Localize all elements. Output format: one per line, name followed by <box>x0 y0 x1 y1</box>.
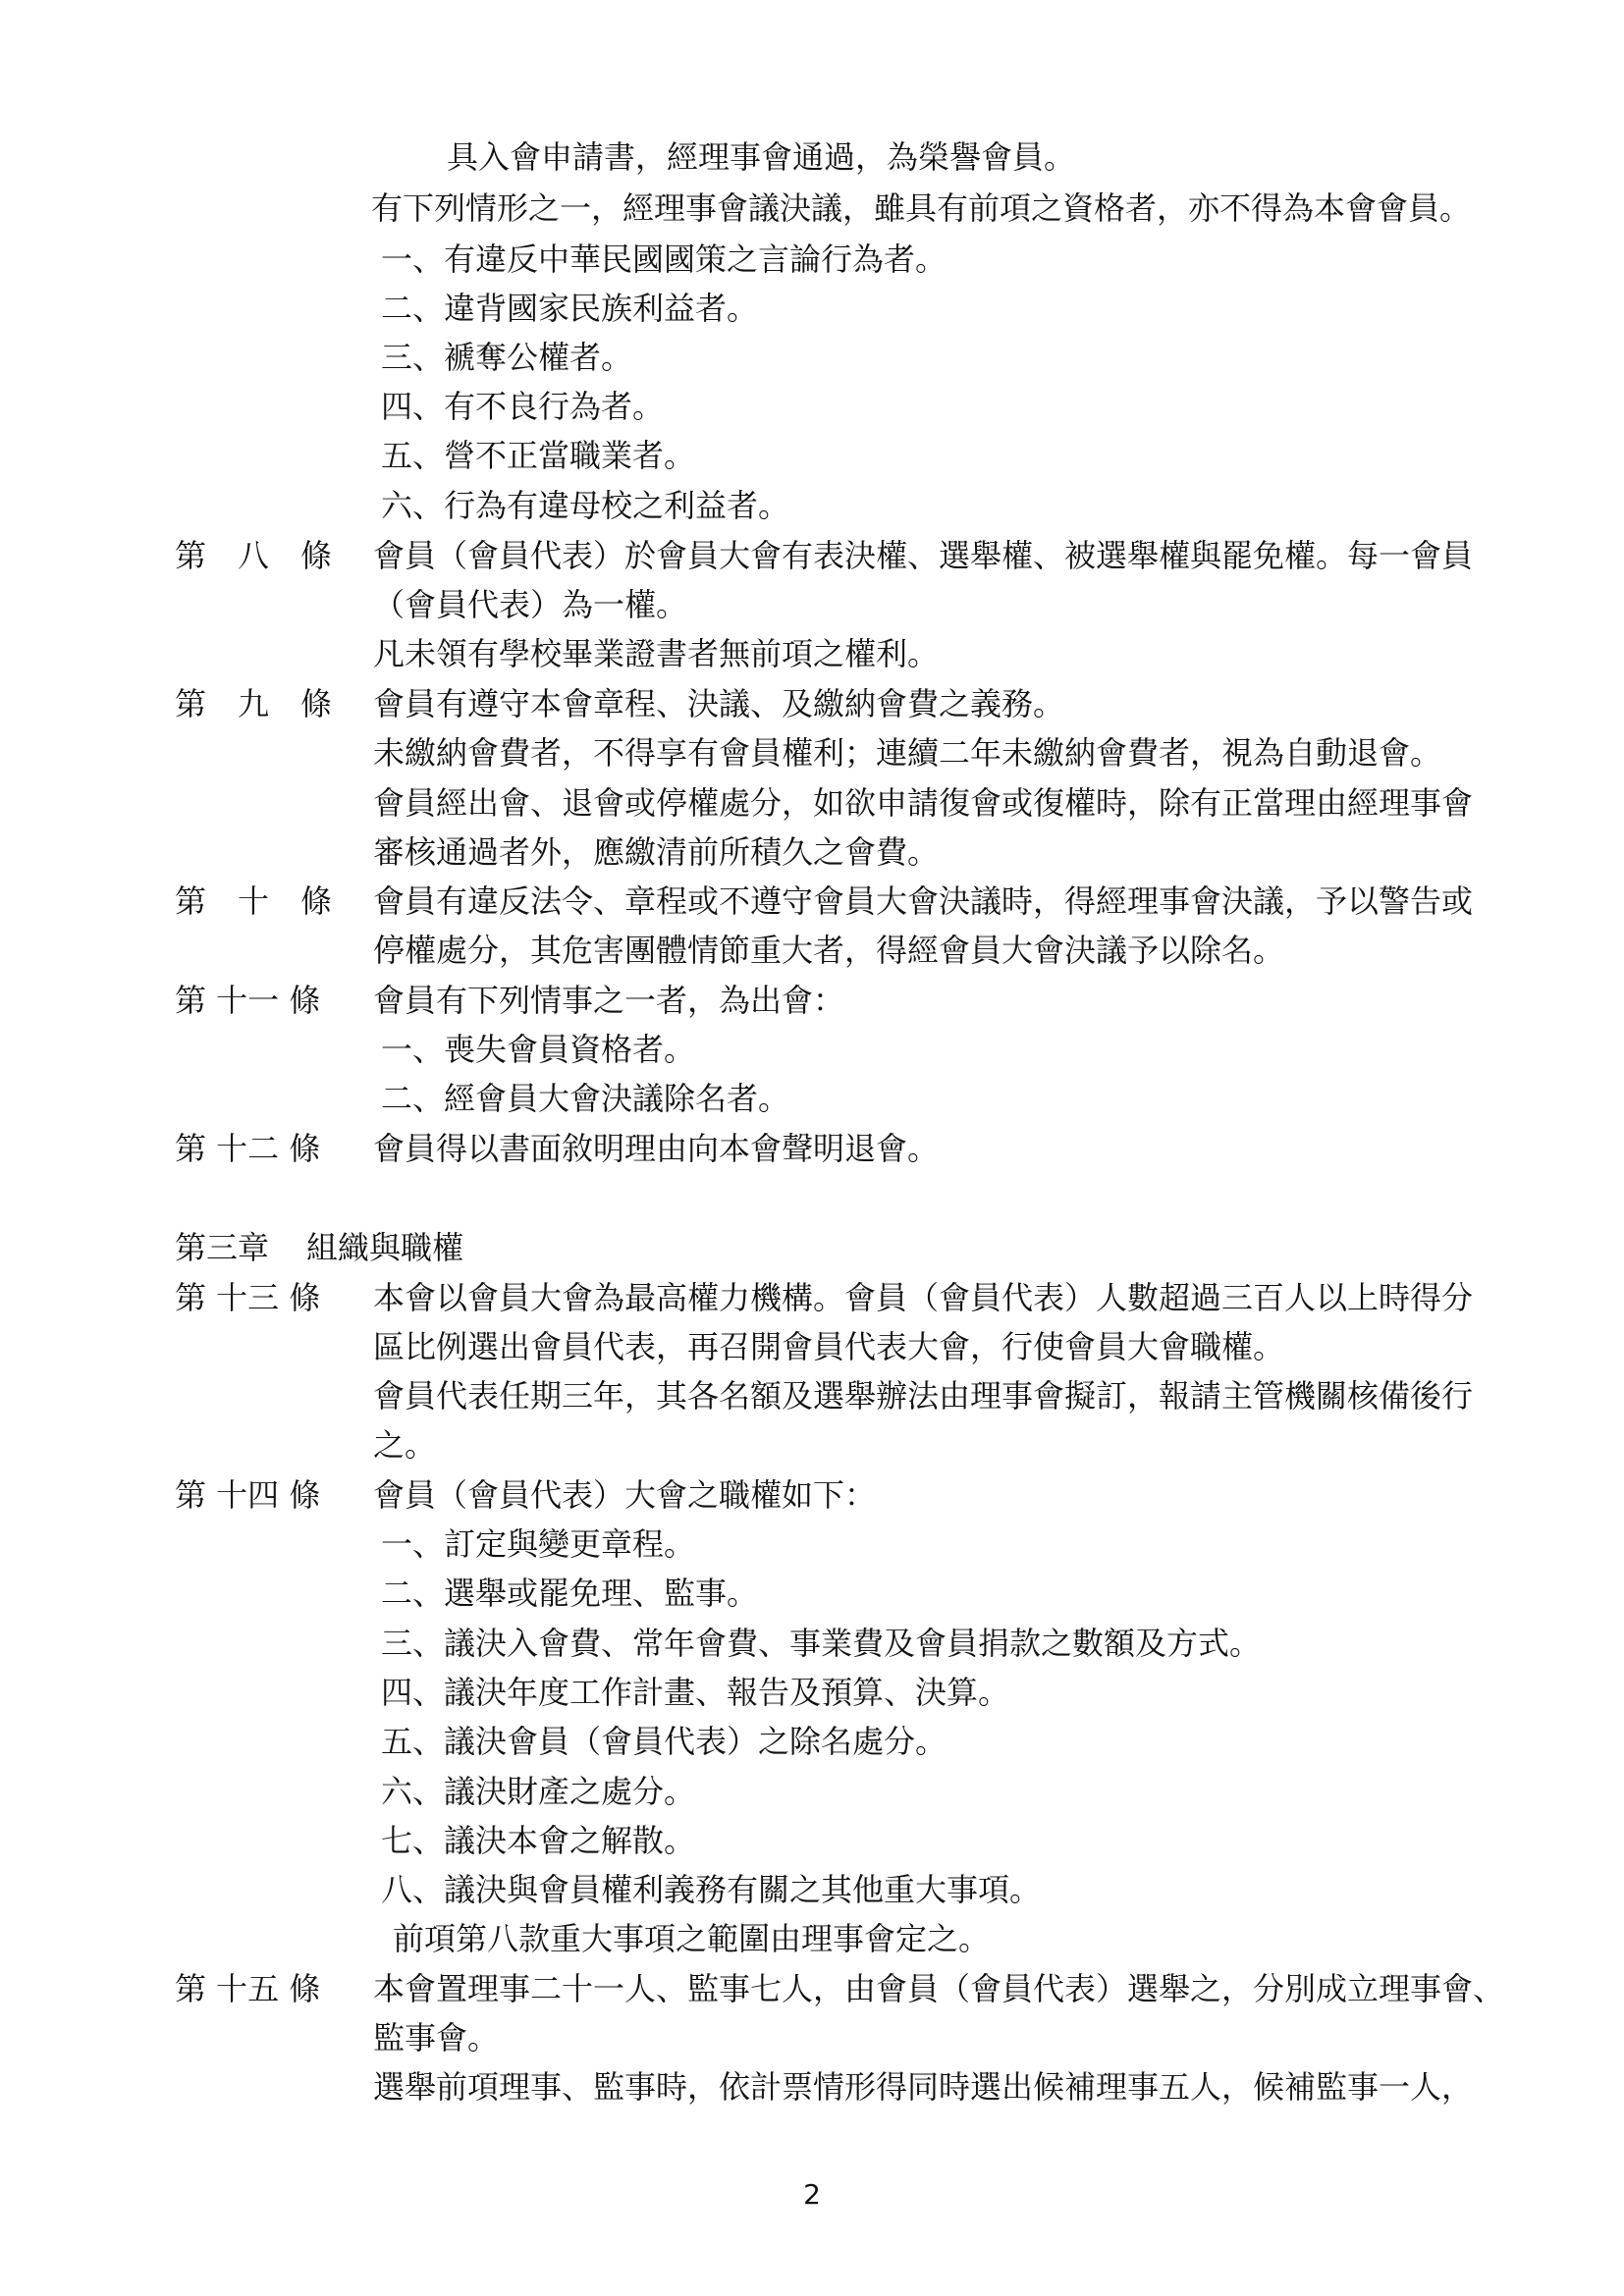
article-14-item-6: 六、議決財產之處分。 <box>381 1773 696 1810</box>
article-9-line-3: 會員經出會、退會或停權處分，如欲申請復會或復權時，除有正當理由經理事會 <box>373 784 1474 822</box>
article-9-label: 第 九 條 <box>175 685 333 722</box>
article-11-line-2: 一、喪失會員資格者。 <box>381 1031 696 1068</box>
article-12-label: 第 十二 條 <box>175 1130 321 1167</box>
article-8-line-3: 凡未領有學校畢業證書者無前項之權利。 <box>373 635 940 672</box>
exclusion-item-4: 四、有不良行為者。 <box>381 388 665 425</box>
article-14-item-2: 二、選舉或罷免理、監事。 <box>381 1575 759 1612</box>
article-13-line-3: 會員代表任期三年，其各名額及選舉辦法由理事會擬訂，報請主管機關核備後行 <box>373 1377 1474 1415</box>
article-14-item-3: 三、議決入會費、常年會費、事業費及會員捐款之數額及方式。 <box>381 1625 1262 1662</box>
article-15-line-1: 本會置理事二十一人、監事七人，由會員（會員代表）選舉之，分別成立理事會、 <box>373 1970 1505 2007</box>
exclusion-item-2: 二、違背國家民族利益者。 <box>381 290 759 327</box>
article-14-item-7: 七、議決本會之解散。 <box>381 1822 696 1859</box>
article-8-line-1: 會員（會員代表）於會員大會有表決權、選舉權、被選舉權與罷免權。每一會員 <box>373 537 1474 574</box>
chapter-3-label: 第三章 <box>175 1229 270 1266</box>
article-15-line-2: 監事會。 <box>373 2019 500 2056</box>
article-13-label: 第 十三 條 <box>175 1279 321 1316</box>
article-10-line-2: 停權處分，其危害團體情節重大者，得經會員大會決議予以除名。 <box>373 932 1285 969</box>
article-8-label: 第 八 條 <box>175 537 333 574</box>
article-9-line-1: 會員有遵守本會章程、決議、及繳納會費之義務。 <box>373 685 1065 722</box>
exclusion-item-3: 三、褫奪公權者。 <box>381 339 633 376</box>
article-12-line-1: 會員得以書面敘明理由向本會聲明退會。 <box>373 1130 940 1167</box>
page-number: 2 <box>803 2178 821 2211</box>
article-15-line-3: 選舉前項理事、監事時，依計票情形得同時選出候補理事五人，候補監事一人， <box>373 2068 1474 2106</box>
exclusion-item-5: 五、營不正當職業者。 <box>381 437 696 474</box>
article-14-note: 前項第八款重大事項之範圍由理事會定之。 <box>393 1920 991 1957</box>
article-10-label: 第 十 條 <box>175 882 333 920</box>
continuation-line-2: 有下列情形之一，經理事會議決議，雖具有前項之資格者，亦不得為本會會員。 <box>371 189 1472 227</box>
article-10-line-1: 會員有違反法令、章程或不遵守會員大會決議時，得經理事會決議，予以警告或 <box>373 882 1474 920</box>
article-13-line-2: 區比例選出會員代表，再召開會員代表大會，行使會員大會職權。 <box>373 1328 1285 1365</box>
article-11-line-1: 會員有下列情事之一者，為出會： <box>373 982 845 1019</box>
article-11-line-3: 二、經會員大會決議除名者。 <box>381 1080 790 1117</box>
article-11-label: 第 十一 條 <box>175 982 321 1019</box>
chapter-3-title: 組織與職權 <box>306 1229 464 1266</box>
article-9-line-2: 未繳納會費者，不得享有會員權利；連續二年未繳納會費者，視為自動退會。 <box>373 734 1442 772</box>
article-14-item-4: 四、議決年度工作計畫、報告及預算、決算。 <box>381 1674 1010 1711</box>
exclusion-item-1: 一、有違反中華民國國策之言論行為者。 <box>381 240 947 278</box>
article-14-item-1: 一、訂定與變更章程。 <box>381 1525 696 1563</box>
article-14-item-8: 八、議決與會員權利義務有關之其他重大事項。 <box>381 1871 1042 1908</box>
article-8-line-2: （會員代表）為一權。 <box>373 586 688 623</box>
exclusion-item-6: 六、行為有違母校之利益者。 <box>381 487 790 524</box>
article-14-item-5: 五、議決會員（會員代表）之除名處分。 <box>381 1723 947 1760</box>
article-9-line-4: 審核通過者外，應繳清前所積久之會費。 <box>373 833 940 871</box>
article-14-label: 第 十四 條 <box>175 1476 321 1514</box>
article-13-line-1: 本會以會員大會為最高權力機構。會員（會員代表）人數超過三百人以上時得分 <box>373 1279 1474 1316</box>
continuation-line-1: 具入會申請書，經理事會通過，為榮譽會員。 <box>447 138 1076 176</box>
article-15-label: 第 十五 條 <box>175 1970 321 2007</box>
article-14-line-1: 會員（會員代表）大會之職權如下： <box>373 1476 877 1514</box>
article-13-line-4: 之。 <box>373 1426 437 1464</box>
